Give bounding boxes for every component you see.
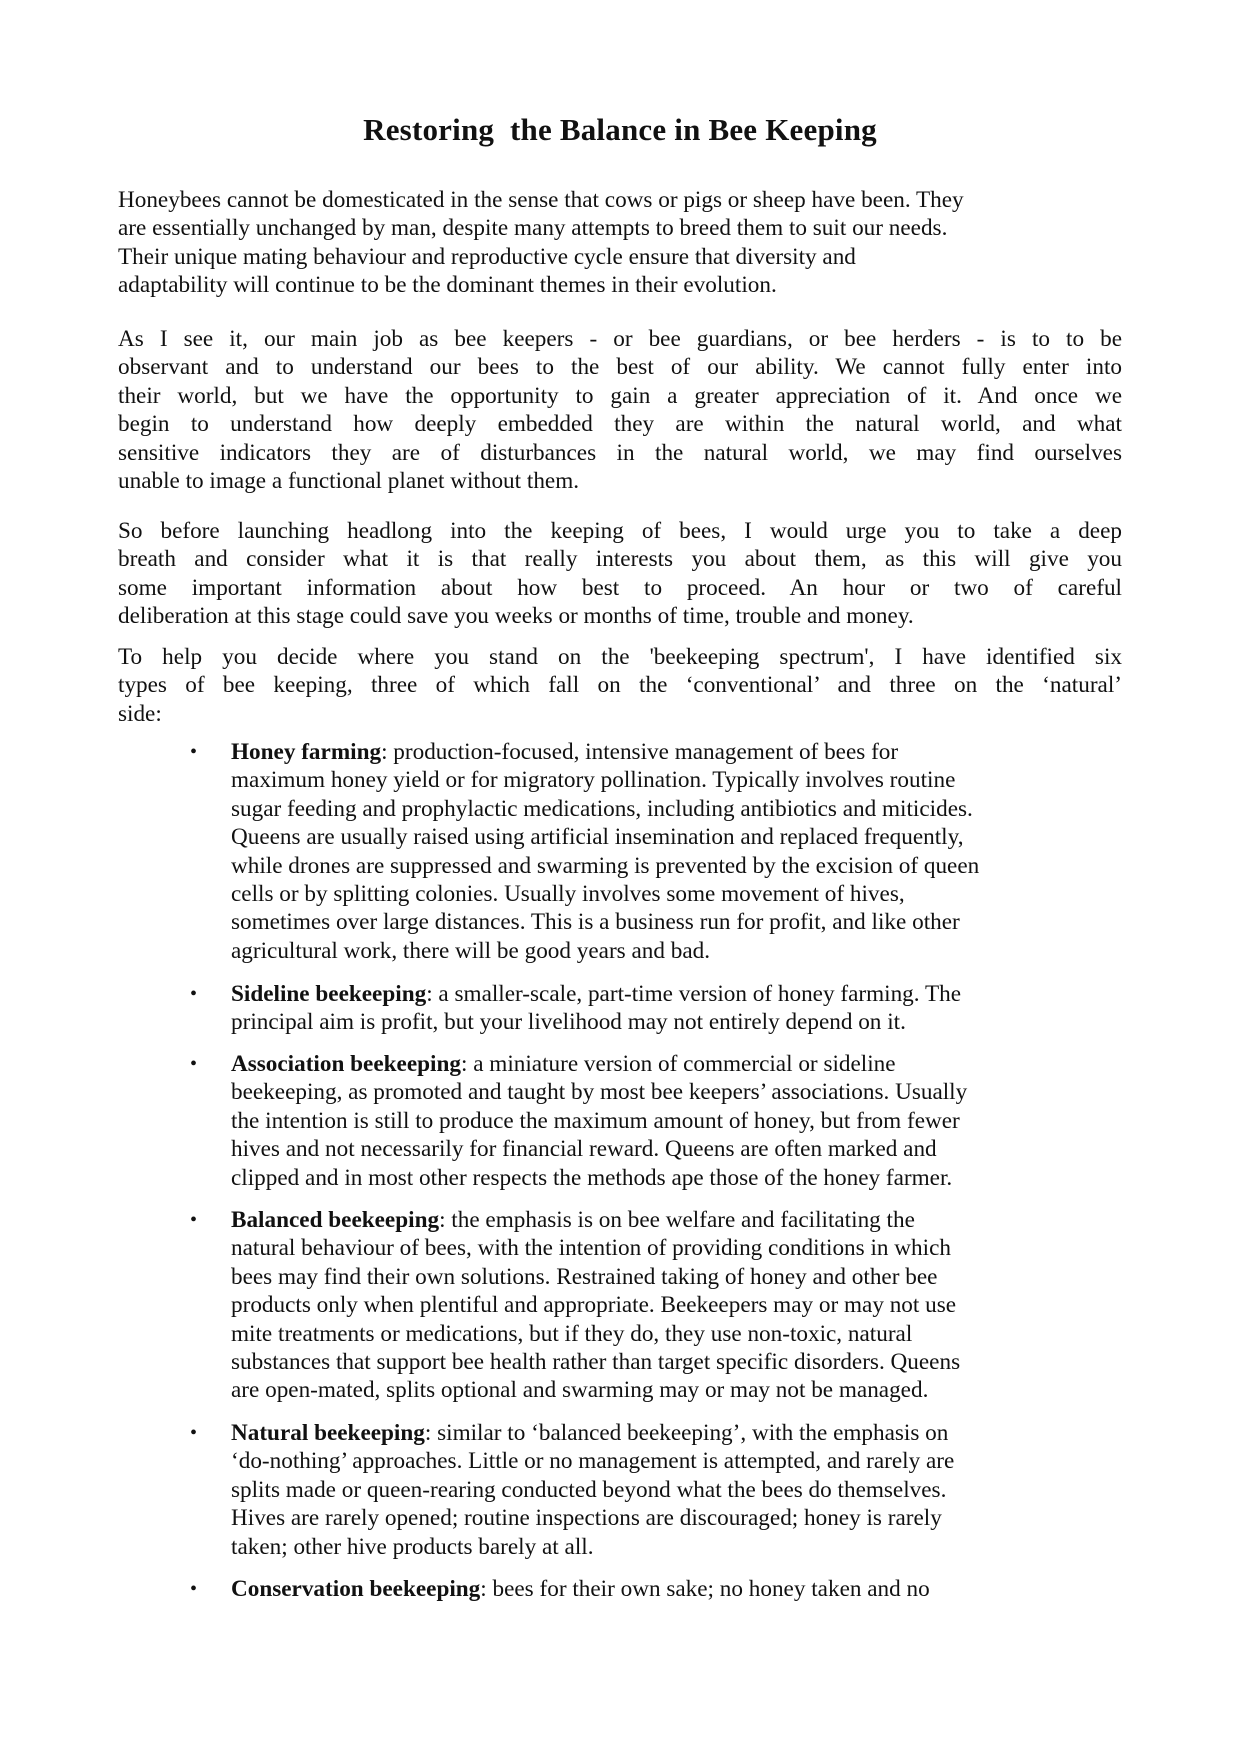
bullet-icon: • bbox=[190, 983, 198, 1005]
text-line: are essentially unchanged by man, despite many attempts to breed them to suit our needs. bbox=[118, 215, 948, 242]
bullet-term: Honey farming bbox=[231, 739, 382, 765]
bullet-icon: • bbox=[190, 741, 198, 763]
text-line: beekeeping, as promoted and taught by most bee keepers’ associations. Usually bbox=[231, 1079, 968, 1106]
text-line: begin to understand how deeply embedded they are within the natural world, and what bbox=[118, 411, 1122, 438]
bullet-text: : similar to ‘balanced beekeeping’, with the emphasis on bbox=[424, 1420, 949, 1446]
text-line: clipped and in most other respects the methods ape those of the honey farmer. bbox=[231, 1164, 953, 1191]
bullet-icon: • bbox=[190, 1053, 198, 1075]
text-line: To help you decide where you stand on the 'beekeeping spectrum', I have identified six bbox=[118, 644, 1122, 670]
bullet-text: : a miniature version of commercial or sideline bbox=[460, 1051, 896, 1077]
paragraph-spectrum bbox=[118, 643, 1122, 728]
text-line: natural behaviour of bees, with the intention of providing conditions in which bbox=[231, 1235, 951, 1262]
bullet-icon: • bbox=[190, 1209, 198, 1231]
text-line: hives and not necessarily for financial reward. Queens are often marked and bbox=[231, 1136, 937, 1163]
text-line: sometimes over large distances. This is a business run for profit, and like other bbox=[231, 909, 960, 936]
bullet-term: Sideline beekeeping bbox=[231, 981, 427, 1007]
text-line: sensitive indicators they are of disturbances in the natural world, we may find ourselves bbox=[118, 439, 1122, 466]
bullet-text: : the emphasis is on bee welfare and facilitating the bbox=[439, 1207, 915, 1233]
text-line: some important information about how best to proceed. An hour or two of careful bbox=[118, 574, 1122, 601]
text-line: As I see it, our main job as bee keepers - or bee guardians, or bee herders - is to to be bbox=[118, 326, 1122, 352]
text-line: side: bbox=[118, 700, 162, 727]
text-line: the intention is still to produce the maximum amount of honey, but from fewer bbox=[231, 1107, 960, 1134]
text-line: Their unique mating behaviour and reproductive cycle ensure that diversity and bbox=[118, 243, 856, 270]
text-line: agricultural work, there will be good years and bad. bbox=[231, 937, 711, 964]
bullet-term: Natural beekeeping bbox=[231, 1420, 425, 1446]
bullet-text: : a smaller-scale, part-time version of honey farming. The bbox=[426, 981, 961, 1007]
text-line: So before launching headlong into the keeping of bees, I would urge you to take a deep bbox=[118, 518, 1122, 544]
text-line: Hives are rarely opened; routine inspections are discouraged; honey is rarely bbox=[231, 1505, 942, 1532]
text-line: principal aim is profit, but your livelihood may not entirely depend on it. bbox=[231, 1009, 906, 1036]
text-line: substances that support bee health rather than target specific disorders. Queens bbox=[231, 1349, 961, 1376]
text-line: sugar feeding and prophylactic medications, including antibiotics and miticides. bbox=[231, 795, 973, 822]
text-line: observant and to understand our bees to the best of our ability. We cannot fully enter into bbox=[118, 354, 1122, 381]
text-line: products only when plentiful and appropriate. Beekeepers may or may not use bbox=[231, 1292, 957, 1319]
text-line: Honeybees cannot be domesticated in the sense that cows or pigs or sheep have been. They bbox=[118, 187, 964, 213]
text-line: are open-mated, splits optional and swarming may or may not be managed. bbox=[231, 1377, 929, 1404]
paragraph-before-launching bbox=[118, 517, 1122, 631]
text-line: mite treatments or medications, but if they do, they use non-toxic, natural bbox=[231, 1320, 913, 1347]
text-line: breath and consider what it is that really interests you about them, as this will give you bbox=[118, 546, 1122, 573]
bullet-term: Conservation beekeeping bbox=[231, 1576, 481, 1602]
text-line: deliberation at this stage could save you weeks or months of time, trouble and money. bbox=[118, 603, 914, 630]
text-line: while drones are suppressed and swarming is prevented by the excision of queen bbox=[231, 852, 980, 879]
text-line: cells or by splitting colonies. Usually involves some movement of hives, bbox=[231, 881, 905, 908]
bullet-text: : production-focused, intensive management of bees for bbox=[381, 739, 899, 765]
text-line: types of bee keeping, three of which fall on the ‘conventional’ and three on the ‘natural’ bbox=[118, 672, 1122, 699]
bullet-icon: • bbox=[190, 1422, 198, 1444]
text-line: Queens are usually raised using artificial insemination and replaced frequently, bbox=[231, 824, 964, 851]
bullet-icon: • bbox=[190, 1578, 198, 1600]
text-line: adaptability will continue to be the dominant themes in their evolution. bbox=[118, 272, 777, 299]
text-line: unable to image a functional planet without them. bbox=[118, 468, 580, 495]
bullet-term: Association beekeeping bbox=[231, 1051, 461, 1077]
page-title: Restoring the Balance in Bee Keeping bbox=[363, 112, 877, 147]
text-line: bees may find their own solutions. Restrained taking of honey and other bee bbox=[231, 1263, 938, 1290]
text-line: their world, but we have the opportunity to gain a greater appreciation of it. And once we bbox=[118, 382, 1122, 409]
text-line: maximum honey yield or for migratory pollination. Typically involves routine bbox=[231, 767, 956, 794]
text-line: taken; other hive products barely at all. bbox=[231, 1533, 594, 1560]
paragraph-main-job bbox=[118, 325, 1122, 495]
bullet-text: : bees for their own sake; no honey taken and no bbox=[480, 1576, 930, 1602]
paragraph-intro bbox=[118, 186, 1122, 300]
text-line: ‘do-nothing’ approaches. Little or no management is attempted, and rarely are bbox=[231, 1448, 955, 1475]
bullet-term: Balanced beekeeping bbox=[231, 1207, 440, 1233]
text-line: splits made or queen-rearing conducted beyond what the bees do themselves. bbox=[231, 1476, 947, 1503]
